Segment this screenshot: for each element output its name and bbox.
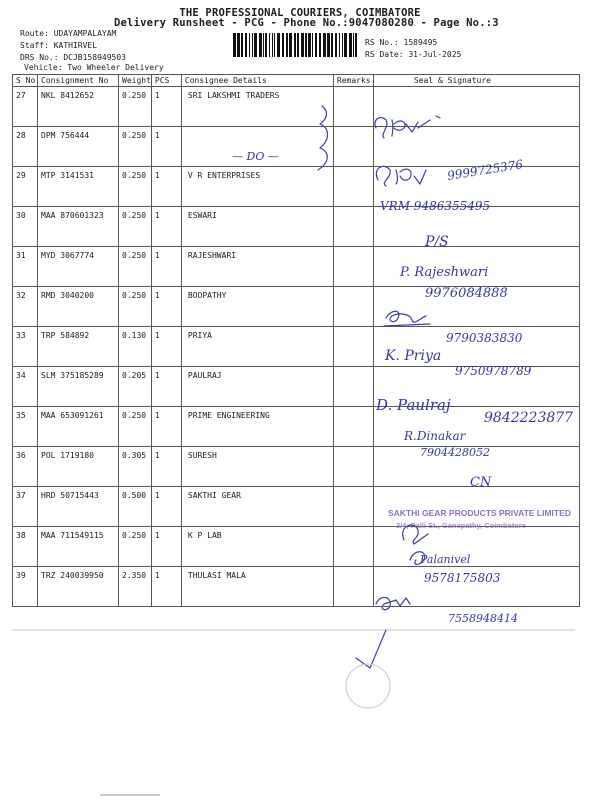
table-row (13, 367, 580, 407)
row-pcs: 1 (151, 527, 181, 567)
row-consignment: MTP 3141531 (38, 167, 119, 207)
row-signature (373, 407, 579, 447)
name-31: P. Rajeshwari (400, 265, 489, 280)
row-signature (373, 327, 579, 367)
barcode-bar (277, 33, 280, 57)
row-weight: 0.250 (119, 287, 152, 327)
barcode-bar (265, 33, 267, 57)
signature-30: P/S (425, 234, 449, 250)
row-consignment: HRD 50715443 (38, 487, 119, 527)
table-row (13, 487, 580, 527)
barcode-bar (286, 33, 288, 57)
row-signature (373, 567, 579, 607)
row-sno: 35 (13, 407, 38, 447)
row-pcs: 1 (151, 87, 181, 127)
row-sno: 38 (13, 527, 38, 567)
barcode-bar (331, 33, 333, 57)
row-signature (373, 487, 579, 527)
row-remarks (333, 327, 373, 367)
row-consignment: DPM 756444 (38, 127, 119, 167)
barcode-bar (282, 33, 284, 57)
barcode-bar (233, 33, 236, 57)
table-row (13, 207, 580, 247)
barcode-bar (241, 33, 243, 57)
name-34: D. Paulraj (376, 396, 451, 414)
barcode-bar (319, 33, 321, 57)
stamp-line-1: SAKTHI GEAR PRODUCTS PRIVATE LIMITED (388, 508, 571, 518)
table-row (13, 127, 580, 167)
row-pcs: 1 (151, 407, 181, 447)
barcode-bar (301, 33, 304, 57)
barcode-bar (312, 33, 313, 57)
check-mark-icon (356, 630, 386, 668)
phone-33: 9750978789 (455, 364, 532, 378)
row-remarks (333, 527, 373, 567)
barcode-bar (315, 33, 317, 57)
row-signature (373, 447, 579, 487)
row-remarks (333, 207, 373, 247)
row-sno: 39 (13, 567, 38, 607)
row-sno: 31 (13, 247, 38, 287)
barcode-bar (355, 33, 357, 57)
row-remarks (333, 87, 373, 127)
row-weight: 0.250 (119, 527, 152, 567)
row-weight: 2.350 (119, 567, 152, 607)
route-label: Route: UDAYAMPALAYAM (20, 29, 117, 38)
barcode-bar (353, 33, 354, 57)
row-remarks (333, 127, 373, 167)
row-pcs: 1 (151, 327, 181, 367)
row-sno: 36 (13, 447, 38, 487)
row-remarks (333, 407, 373, 447)
row-consignee: SRI LAKSHMI TRADERS (181, 87, 333, 127)
barcode-bar (254, 33, 257, 57)
row-consignee: SAKTHI GEAR (181, 487, 333, 527)
barcode-bar (263, 33, 264, 57)
col-consignment: Consignment No (38, 75, 119, 87)
row-remarks (333, 487, 373, 527)
row-consignee: THULASI MALA (181, 567, 333, 607)
row-remarks (333, 567, 373, 607)
row-consignment: SLM 375185289 (38, 367, 119, 407)
row-remarks (333, 447, 373, 487)
barcode-bar (269, 33, 270, 57)
barcode-bar (342, 33, 343, 57)
row-sno: 34 (13, 367, 38, 407)
barcode-image (233, 33, 359, 57)
row-sno: 27 (13, 87, 38, 127)
phone-32: 9790383830 (446, 331, 523, 345)
barcode-bar (335, 33, 337, 57)
barcode-bar (297, 33, 299, 57)
table-row (13, 447, 580, 487)
row-sno: 28 (13, 127, 38, 167)
row-consignee: RAJESHWARI (181, 247, 333, 287)
row-signature (373, 287, 579, 327)
staff-label: Staff: KATHIRVEL (20, 41, 98, 50)
row-pcs: 1 (151, 487, 181, 527)
table-header-row (13, 75, 580, 87)
row-consignee: K P LAB (181, 527, 333, 567)
row-pcs: 1 (151, 167, 181, 207)
phone-34: 9842223877 (484, 410, 574, 426)
barcode-bar (294, 33, 296, 57)
row-consignment: MAA 653091261 (38, 407, 119, 447)
phone-39: 7558948414 (448, 612, 518, 625)
row-consignee: SURESH (181, 447, 333, 487)
row-signature (373, 247, 579, 287)
row-pcs: 1 (151, 207, 181, 247)
barcode-bar (323, 33, 326, 57)
row-consignment: NKL 8412652 (38, 87, 119, 127)
barcode-bar (274, 33, 275, 57)
barcode-bar (339, 33, 340, 57)
row-consignment: MAA 711549115 (38, 527, 119, 567)
row-consignee: PRIYA (181, 327, 333, 367)
signature-29: VRM 9486355495 (380, 199, 491, 213)
phone-31: 9976084888 (425, 286, 508, 301)
row-pcs: 1 (151, 447, 181, 487)
row-pcs: 1 (151, 247, 181, 287)
table-row (13, 407, 580, 447)
barcode-bar (289, 33, 292, 57)
phone-38: 9578175803 (424, 571, 501, 585)
row-pcs: 1 (151, 127, 181, 167)
row-remarks (333, 287, 373, 327)
name-35: R.Dinakar (404, 429, 466, 443)
col-pcs: PCS (151, 75, 181, 87)
table-row (13, 527, 580, 567)
barcode-bar (249, 33, 250, 57)
row-weight: 0.250 (119, 167, 152, 207)
row-consignment: TRP 584892 (38, 327, 119, 367)
barcode-bar (349, 33, 352, 57)
col-sno: S No (13, 75, 38, 87)
barcode-bar (252, 33, 253, 57)
barcode-bar (308, 33, 311, 57)
rs-date: RS Date: 31-Jul-2025 (365, 50, 462, 59)
row-sno: 32 (13, 287, 38, 327)
table-row (13, 247, 580, 287)
row-signature (373, 207, 579, 247)
name-38: Palanivel (420, 553, 471, 566)
barcode-bar (272, 33, 273, 57)
barcode-bar (259, 33, 262, 57)
row-remarks (333, 247, 373, 287)
table-row (13, 167, 580, 207)
row-consignee: BOOPATHY (181, 287, 333, 327)
row-consignment: RMD 3040200 (38, 287, 119, 327)
row-consignee: PAULRAJ (181, 367, 333, 407)
row-signature (373, 367, 579, 407)
table-row (13, 287, 580, 327)
row-pcs: 1 (151, 367, 181, 407)
barcode-bar (245, 33, 247, 57)
barcode-bar (305, 33, 307, 57)
row-weight: 0.250 (119, 127, 152, 167)
row-signature (373, 127, 579, 167)
row-consignment: TRZ 240039950 (38, 567, 119, 607)
row-weight: 0.205 (119, 367, 152, 407)
row-weight: 0.305 (119, 447, 152, 487)
row-remarks (333, 367, 373, 407)
table-row (13, 87, 580, 127)
signature-36: CN (470, 475, 492, 490)
row-weight: 0.130 (119, 327, 152, 367)
stamp-line-2: 3/4, Palli St., Ganapathy, Coimbatore (396, 521, 526, 530)
table-row (13, 567, 580, 607)
col-consignee: Consignee Details (181, 75, 333, 87)
row-sno: 37 (13, 487, 38, 527)
row-signature (373, 527, 579, 567)
row-pcs: 1 (151, 567, 181, 607)
row-remarks (333, 167, 373, 207)
row-signature (373, 87, 579, 127)
row-consignment: MYD 3067774 (38, 247, 119, 287)
row-weight: 0.500 (119, 487, 152, 527)
row-pcs: 1 (151, 287, 181, 327)
ditto-mark: — DO — (232, 150, 279, 163)
row-weight: 0.250 (119, 207, 152, 247)
row-consignee: PRIME ENGINEERING (181, 407, 333, 447)
col-weight: Weight (119, 75, 152, 87)
phone-35: 7904428052 (420, 446, 490, 459)
runsheet-subtitle: Delivery Runsheet - PCG - Phone No.:9047080280 - Page No.:3 (114, 17, 499, 29)
col-signature: Seal & Signature (373, 75, 579, 87)
barcode-bar (237, 33, 240, 57)
row-consignee: ESWARI (181, 207, 333, 247)
col-remarks: Remarks (333, 75, 373, 87)
row-consignment: POL 1719180 (38, 447, 119, 487)
row-weight: 0.250 (119, 247, 152, 287)
row-sno: 33 (13, 327, 38, 367)
company-title: THE PROFESSIONAL COURIERS, COIMBATORE (179, 7, 421, 19)
drs-number: DRS No.: DCJB158949503 (20, 53, 126, 62)
rs-number: RS No.: 1589495 (365, 38, 438, 47)
name-33: K. Priya (385, 348, 442, 364)
barcode-bar (344, 33, 347, 57)
runsheet-table (12, 74, 580, 607)
faint-stamp-seal (346, 664, 390, 708)
row-sno: 29 (13, 167, 38, 207)
row-weight: 0.250 (119, 407, 152, 447)
row-consignee: V R ENTERPRISES (181, 167, 333, 207)
row-consignment: MAA 870601323 (38, 207, 119, 247)
row-weight: 0.250 (119, 87, 152, 127)
row-consignee (181, 127, 333, 167)
row-signature (373, 167, 579, 207)
phone-28: 9999725376 (446, 157, 524, 183)
table-row (13, 327, 580, 367)
vehicle-label: Vehicle: Two Wheeler Delivery (24, 63, 164, 72)
barcode-bar (327, 33, 330, 57)
row-sno: 30 (13, 207, 38, 247)
